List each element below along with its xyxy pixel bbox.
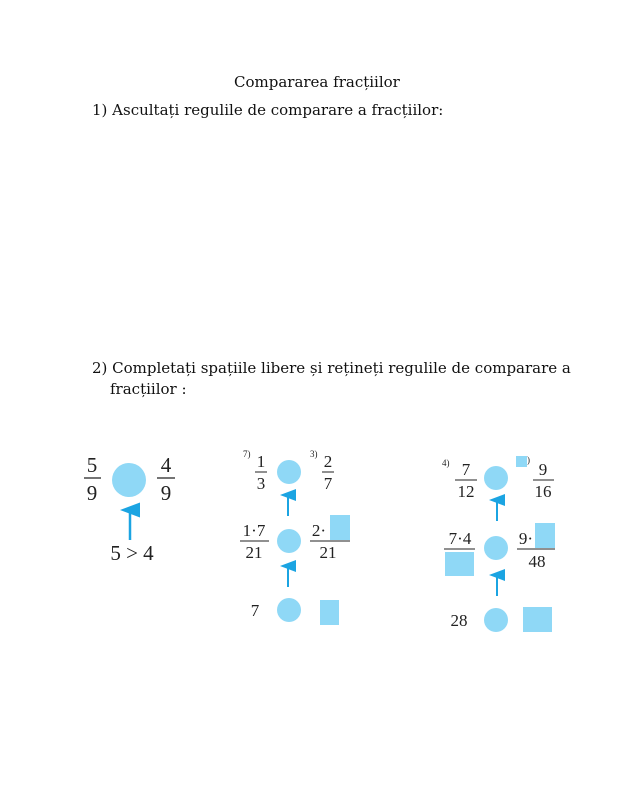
figure-1 [84,453,175,565]
denominator: 12 [457,482,475,501]
task-2-text-continued: fracțiilor : [110,380,187,398]
comparison-circle-blank[interactable] [277,598,301,622]
comparison-circle-blank[interactable] [277,460,301,484]
answer-box-blank[interactable] [535,523,555,548]
denominator: 9 [86,481,98,505]
figure-3 [442,455,555,632]
numerator-value: 7 [250,601,260,620]
task-1-text: 1) Ascultați regulile de comparare a fracțiilor: [92,101,444,119]
answer-box-blank[interactable] [445,552,474,576]
numerator: 1·7 [242,521,266,540]
comparison-circle-blank[interactable] [484,536,508,560]
exercise-label: 4) [442,458,450,468]
numerator: 2· [311,521,327,540]
task-2-text: 2) Completați spațiile libere și rețineți regulile de comparare a [92,359,571,377]
answer-box-blank[interactable] [516,456,527,467]
page-title: Compararea fracțiilor [234,73,400,91]
numerator: 7·4 [448,529,472,548]
comparison-circle-blank[interactable] [112,463,146,497]
numerator: 4 [160,453,172,477]
numerator: 1 [256,452,266,471]
numerator: 9· [518,529,534,548]
numerator-value: 28 [450,611,468,630]
denominator: 21 [245,543,263,562]
numerator: 5 [86,453,98,477]
denominator: 9 [160,481,172,505]
denominator: 16 [534,482,552,501]
denominator: 48 [528,552,546,571]
numerator: 2 [323,452,333,471]
exercise-label: 7) [243,449,251,459]
answer-box-blank[interactable] [320,600,339,625]
figure-2 [240,449,350,625]
answer-box-blank[interactable] [523,607,552,632]
numerator: 7 [461,460,471,479]
comparison-result: 5 > 4 [110,541,154,565]
numerator: 9 [538,460,548,479]
exercise-label: 3) [310,449,318,459]
comparison-circle-blank[interactable] [484,466,508,490]
denominator: 7 [323,474,333,493]
exercise-label: ) [527,455,530,465]
denominator: 21 [319,543,337,562]
denominator: 3 [256,474,266,493]
comparison-circle-blank[interactable] [277,529,301,553]
comparison-circle-blank[interactable] [484,608,508,632]
answer-box-blank[interactable] [330,515,350,540]
